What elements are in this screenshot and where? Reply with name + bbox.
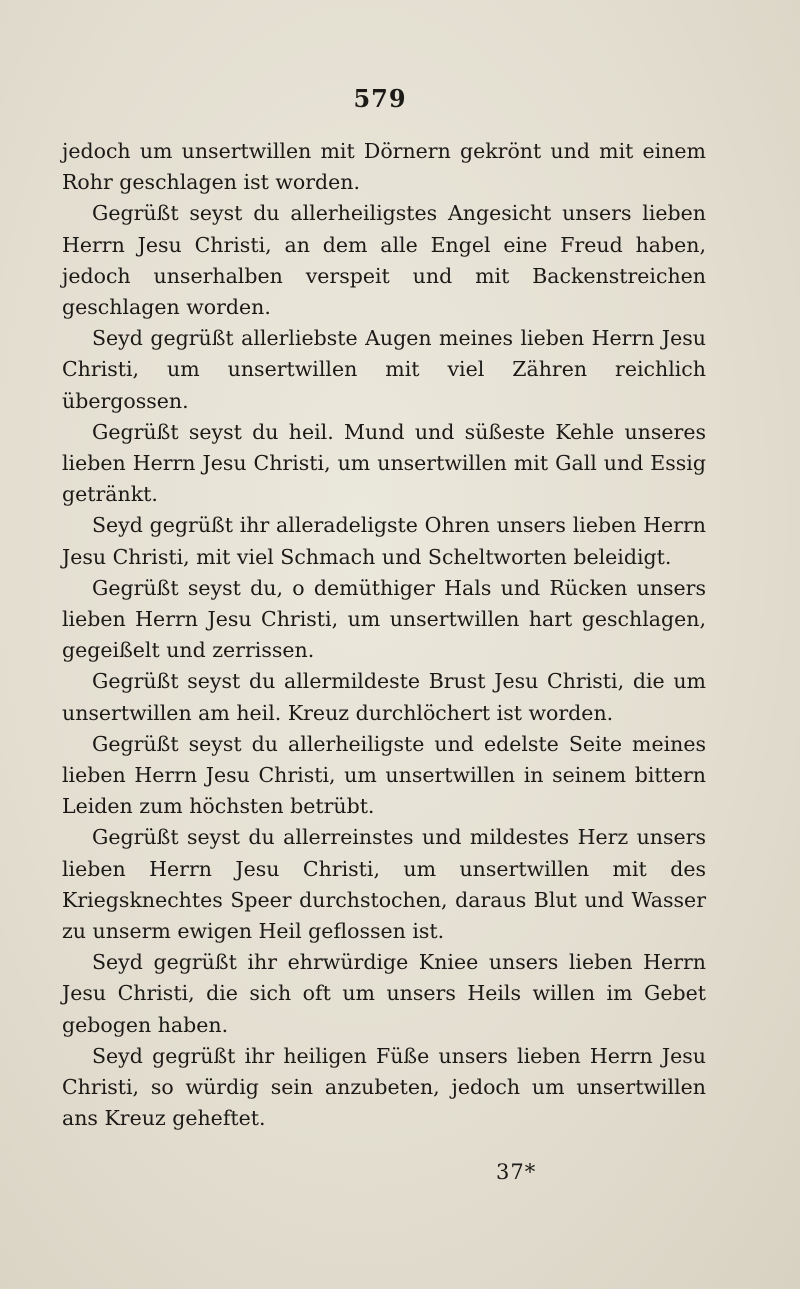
paragraph: Gegrüßt seyst du allerreinstes und mildestes Herz unsers lieben Herrn Jesu Christi, um unsertwillen mit des Kriegsknechtes Speer durchstochen, daraus Blut und Wasser zu unserm ewigen Heil geflossen ist. xyxy=(62,825,706,944)
paragraph: Gegrüßt seyst du allermildeste Brust Jesu Christi, die um unsertwillen am heil. Kreuz durchlöchert ist worden. xyxy=(62,669,706,725)
text-body xyxy=(62,136,706,1135)
page-number: 579 xyxy=(353,84,407,113)
paragraph: Seyd gegrüßt ihr ehrwürdige Kniee unsers lieben Herrn Jesu Christi, die sich oft um unsers Heils willen im Gebet gebogen haben. xyxy=(62,950,706,1037)
paragraph: Gegrüßt seyst du, o demüthiger Hals und Rücken unsers lieben Herrn Jesu Christi, um unsertwillen hart geschlagen, gegeißelt und zerrissen. xyxy=(62,575,706,663)
paragraph: Seyd gegrüßt allerliebste Augen meines lieben Herrn Jesu Christi, um unsertwillen mit viel Zähren reichlich übergossen. xyxy=(62,326,706,413)
paragraph: Gegrüßt seyst du allerheiligste und edelste Seite meines lieben Herrn Jesu Christi, um unsertwillen in seinem bittern Leiden zum höchsten betrübt. xyxy=(62,731,706,819)
paragraph: jedoch um unsertwillen mit Dörnern gekrönt und mit einem Rohr geschlagen ist worden. xyxy=(62,139,706,195)
paragraph: Gegrüßt seyst du heil. Mund und süßeste Kehle unseres lieben Herrn Jesu Christi, um unsertwillen mit Gall und Essig getränkt. xyxy=(62,419,706,507)
paragraph: Seyd gegrüßt ihr alleradeligste Ohren unsers lieben Herrn Jesu Christi, mit viel Schmach und Scheltworten beleidigt. xyxy=(62,513,706,569)
signature-mark: 37* xyxy=(496,1160,537,1184)
paragraph: Gegrüßt seyst du allerheiligstes Angesicht unsers lieben Herrn Jesu Christi, an dem alle Engel eine Freud haben, jedoch unserhalben verspeit und mit Backenstreichen geschlagen worden. xyxy=(62,201,706,320)
paragraph: Seyd gegrüßt ihr heiligen Füße unsers lieben Herrn Jesu Christi, so würdig sein anzubeten, jedoch um unsertwillen ans Kreuz geheftet. xyxy=(62,1043,706,1131)
